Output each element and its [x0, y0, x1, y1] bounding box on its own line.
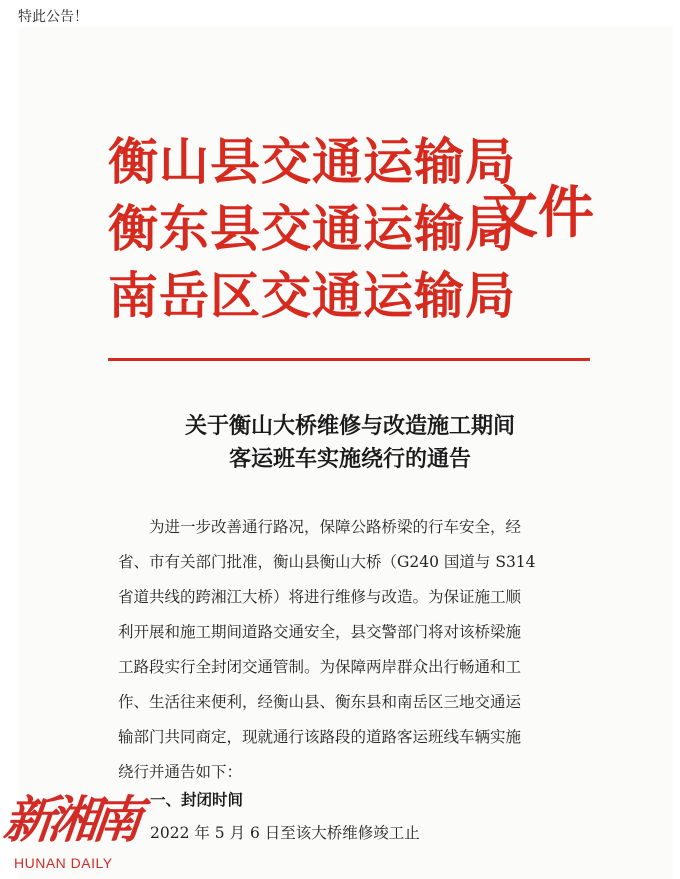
closure-period-text: 2022 年 5 月 6 日至该大桥维修竣工止: [150, 824, 420, 842]
body-line-7: 输部门共同商定，现就通行该路段的道路客运班线车辆实施: [118, 728, 522, 746]
issuer-line-1: 衡山县交通运输局: [108, 132, 516, 191]
issuer-line-2: 衡东县交通运输局: [108, 199, 516, 258]
body-line-4: 利开展和施工期间道路交通安全，县交警部门将对该桥梁施: [118, 623, 522, 641]
watermark-caption: HUNAN DAILY: [14, 855, 113, 871]
body-line-8: 绕行并通告如下：: [118, 763, 243, 781]
title-line-1: 关于衡山大桥维修与改造施工期间: [184, 413, 515, 439]
body-line-1: 为进一步改善通行路况，保障公路桥梁的行车安全，经: [118, 518, 522, 536]
body-line-3: 省道共线的跨湘江大桥）将进行维修与改造。为保证施工顺: [118, 588, 522, 606]
hunan-daily-watermark: [0, 790, 144, 879]
document-title: [100, 410, 600, 476]
red-divider: [108, 358, 590, 361]
section-heading-closure-time: 一、封闭时间: [150, 791, 244, 809]
document-type-label: 文件: [482, 180, 594, 246]
body-line-6: 作、生活往来便利，经衡山县、衡东县和南岳区三地交通运: [118, 693, 522, 711]
notice-body: [118, 510, 580, 790]
body-line-5: 工路段实行全封闭交通管制。为保障两岸群众出行畅通和工: [118, 658, 522, 676]
watermark-logo: 新湘南: [0, 790, 140, 849]
title-line-2: 客运班车实施绕行的通告: [228, 446, 471, 472]
closing-note: 特此公告！: [18, 9, 88, 25]
issuer-line-3: 南岳区交通运输局: [108, 266, 516, 325]
body-line-2: 省、市有关部门批准，衡山县衡山大桥（G240 国道与 S314: [118, 553, 536, 571]
